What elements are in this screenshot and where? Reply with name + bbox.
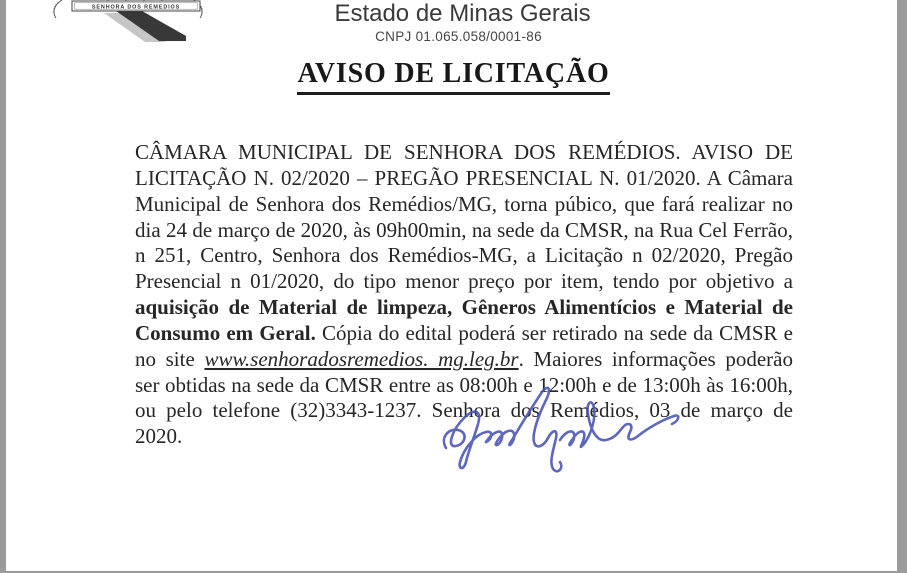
seal-banner-text: SENHORA DOS REMEDIOS xyxy=(91,4,181,11)
signature-stroke-2 xyxy=(486,388,561,471)
document-title: AVISO DE LICITAÇÃO xyxy=(297,58,609,95)
signature-strokes xyxy=(444,388,678,471)
body-segment: www.senhoradosremedios. mg.leg.br xyxy=(204,346,519,371)
signature-stroke-1 xyxy=(444,412,491,468)
cnpj-line: CNPJ 01.065.058/0001-86 xyxy=(375,29,542,44)
handwritten-signature xyxy=(438,386,688,476)
state-name: Estado de Minas Gerais xyxy=(334,0,591,27)
title-row xyxy=(0,58,907,95)
signature-stroke-3 xyxy=(560,402,678,447)
body-segment: . Maiores informações poderão ser obtidas na sede da CMSR entre as 08:00h e 12:00h e de 13:00h às 16:00h, ou pelo telefone (32)3343-1237. Senhora dos Remédios, 03 de março de 2020. xyxy=(135,346,793,449)
body-segment: CÂMARA MUNICIPAL DE SENHORA DOS REMÉDIOS. AVISO DE LICITAÇÃO N. 02/2020 – PREGÃO PRESENCIAL N. 01/2020. A Câmara Municipal de Senhora dos Remédios/MG, torna púbico, que fará realizar no dia 24 de março de 2020, às 09h00min, na sede da CMSR, na Rua Cel Ferrão, n 251, Centro, Senhora dos Remédios-MG, a Licitação n 02/2020, Pregão Presencial n 01/2020, do tipo menor preço por item, tendo por objetivo a xyxy=(135,140,793,294)
body-segment: aquisição de Material de limpeza, Gêneros Alimentícios e Material de Consumo em Geral. xyxy=(135,295,793,345)
body-segment: Cópia do edital poderá ser retirado na sede da CMSR e no site xyxy=(135,320,793,371)
